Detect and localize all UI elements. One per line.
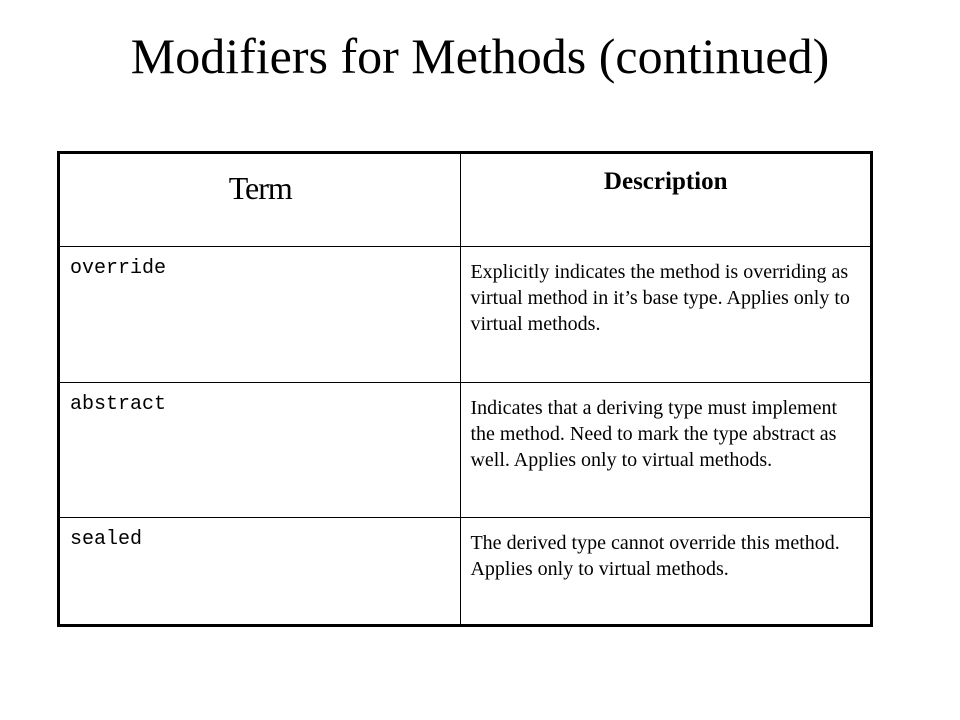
description-cell-sealed: The derived type cannot override this method. Applies only to virtual methods. (461, 518, 872, 626)
table-header-row (59, 153, 872, 247)
term-cell-abstract: abstract (59, 383, 461, 518)
description-cell-override: Explicitly indicates the method is overriding as virtual method in it’s base type. Applies only to virtual methods. (461, 247, 872, 383)
description-cell-abstract: Indicates that a deriving type must implement the method. Need to mark the type abstract as well. Applies only to virtual methods. (461, 383, 872, 518)
header-description: Description (461, 153, 872, 247)
header-term: Term (59, 153, 461, 247)
table-row (59, 247, 872, 383)
table-row (59, 383, 872, 518)
slide-title: Modifiers for Methods (continued) (130, 28, 830, 84)
term-cell-override: override (59, 247, 461, 383)
term-cell-sealed: sealed (59, 518, 461, 626)
table-row (59, 518, 872, 626)
modifiers-table (57, 151, 873, 627)
